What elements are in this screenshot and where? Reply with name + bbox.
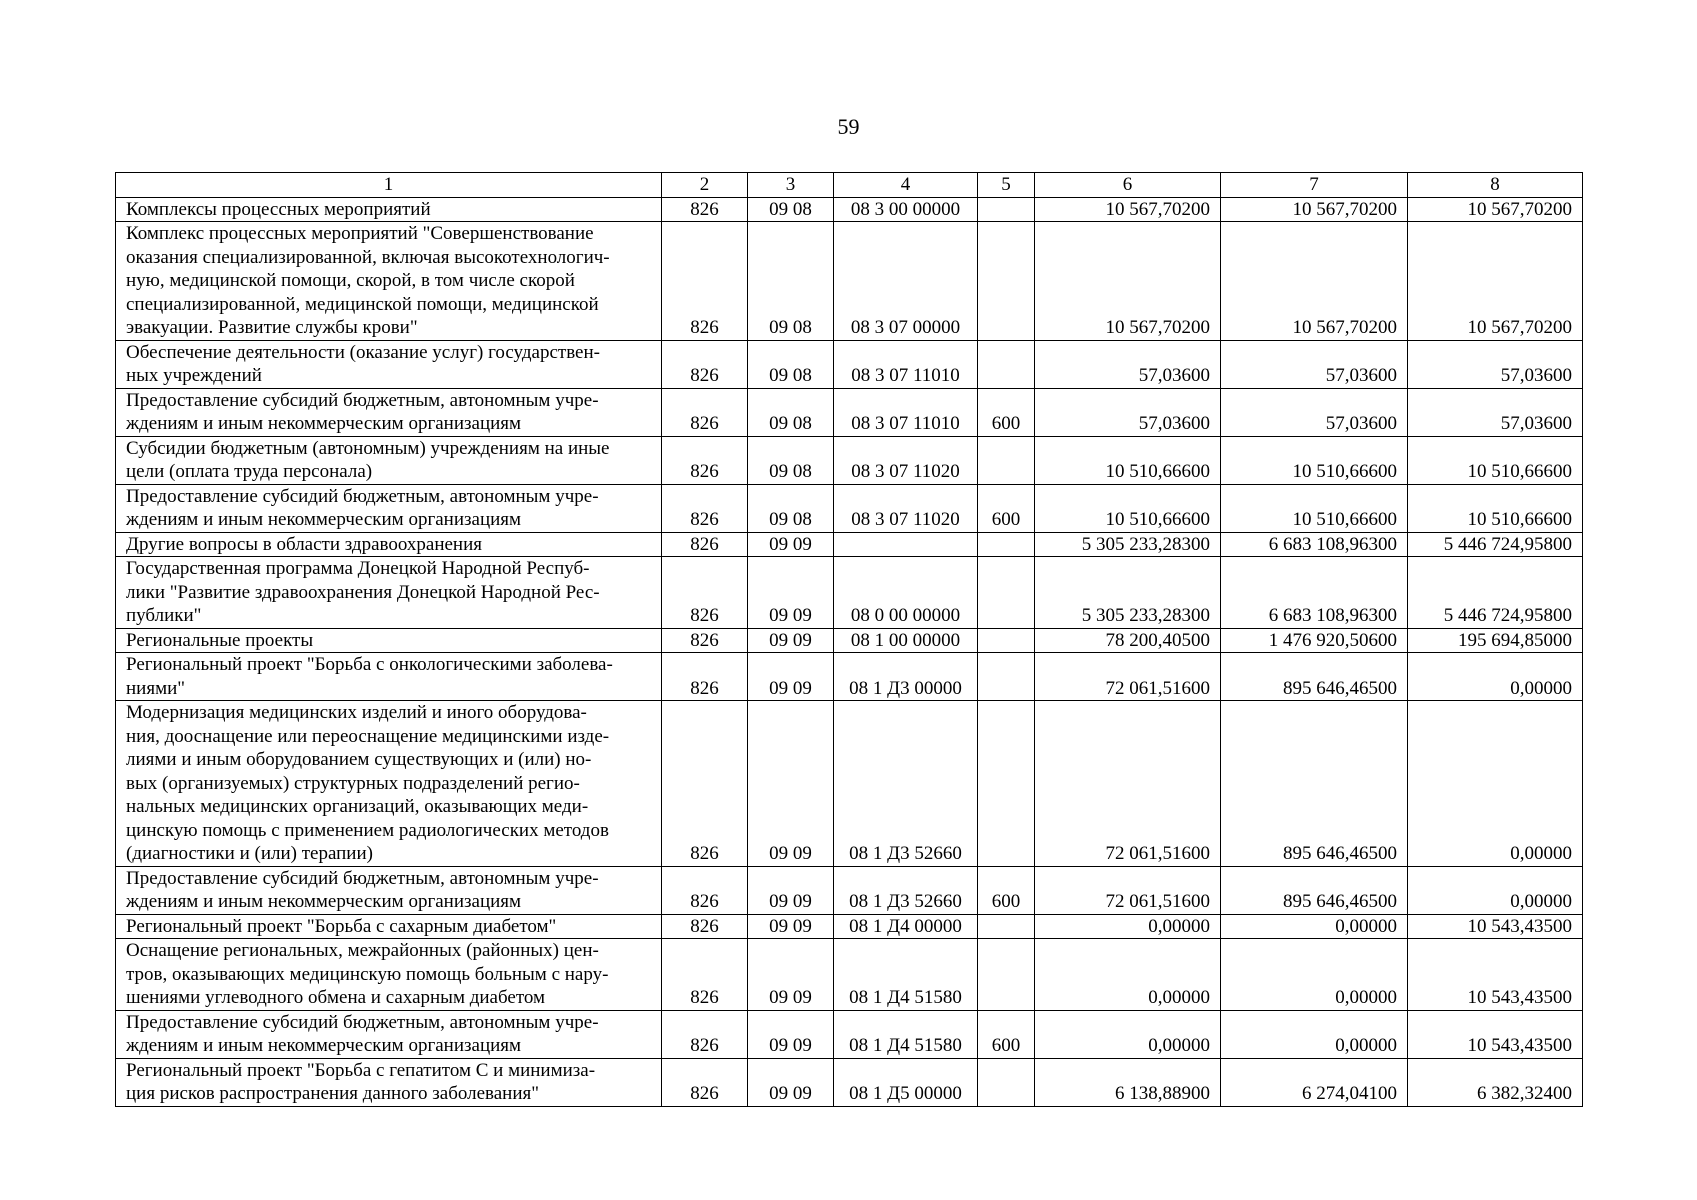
header-row	[116, 173, 1583, 198]
row-code-section: 09 09	[748, 914, 834, 939]
row-code-expense-type	[978, 222, 1035, 341]
row-amount-8: 5 446 724,95800	[1408, 532, 1583, 557]
row-code-ministry: 826	[662, 866, 748, 914]
row-amount-8: 10 510,66600	[1408, 436, 1583, 484]
row-code-expense-type	[978, 436, 1035, 484]
row-amount-8: 195 694,85000	[1408, 628, 1583, 653]
row-amount-6: 10 567,70200	[1035, 197, 1221, 222]
row-amount-6: 78 200,40500	[1035, 628, 1221, 653]
row-name: Оснащение региональных, межрайонных (районных) цен- тров, оказывающих медицинскую помощь больным с нару- шениями углеводного обмена и сахарным диабетом	[116, 939, 662, 1011]
row-amount-6: 57,03600	[1035, 340, 1221, 388]
row-name: Региональный проект "Борьба с сахарным диабетом"	[116, 914, 662, 939]
header-cell: 7	[1221, 173, 1408, 198]
row-amount-8: 0,00000	[1408, 701, 1583, 867]
row-name: Региональный проект "Борьба с онкологическими заболева- ниями"	[116, 653, 662, 701]
row-amount-7: 6 274,04100	[1221, 1058, 1408, 1106]
row-amount-6: 72 061,51600	[1035, 653, 1221, 701]
table-row	[116, 866, 1583, 914]
row-name: Предоставление субсидий бюджетным, автономным учре- ждениям и иным некоммерческим организациям	[116, 388, 662, 436]
row-amount-6: 6 138,88900	[1035, 1058, 1221, 1106]
header-cell: 4	[834, 173, 978, 198]
row-code-ministry: 826	[662, 484, 748, 532]
row-name: Обеспечение деятельности (оказание услуг) государствен- ных учреждений	[116, 340, 662, 388]
row-code-expense-type	[978, 939, 1035, 1011]
row-code-ministry: 826	[662, 653, 748, 701]
row-code-ministry: 826	[662, 1058, 748, 1106]
row-code-target: 08 1 Д3 00000	[834, 653, 978, 701]
row-code-ministry: 826	[662, 557, 748, 629]
row-amount-8: 57,03600	[1408, 340, 1583, 388]
row-code-expense-type	[978, 914, 1035, 939]
table-row	[116, 1010, 1583, 1058]
row-amount-7: 0,00000	[1221, 914, 1408, 939]
row-code-section: 09 09	[748, 1058, 834, 1106]
row-code-section: 09 08	[748, 340, 834, 388]
row-name: Региональные проекты	[116, 628, 662, 653]
row-amount-8: 10 543,43500	[1408, 914, 1583, 939]
row-code-section: 09 08	[748, 222, 834, 341]
row-amount-8: 10 510,66600	[1408, 484, 1583, 532]
row-name: Предоставление субсидий бюджетным, автономным учре- ждениям и иным некоммерческим организациям	[116, 484, 662, 532]
row-code-target: 08 3 07 11010	[834, 388, 978, 436]
row-amount-7: 10 567,70200	[1221, 222, 1408, 341]
row-code-expense-type	[978, 340, 1035, 388]
row-code-expense-type: 600	[978, 1010, 1035, 1058]
row-amount-6: 5 305 233,28300	[1035, 532, 1221, 557]
row-code-expense-type	[978, 653, 1035, 701]
row-amount-6: 10 510,66600	[1035, 436, 1221, 484]
row-amount-6: 57,03600	[1035, 388, 1221, 436]
row-code-section: 09 09	[748, 939, 834, 1011]
table-row	[116, 484, 1583, 532]
row-name: Модернизация медицинских изделий и иного оборудова- ния, дооснащение или переоснащение медицинскими изде- лиями и иным оборудованием существующих и (или) но- вых (организуемых) структурных подразделений регио- нальных медицинских организаций, оказывающих меди- цинскую помощь с применением радиологических методов (диагностики и (или) терапии)	[116, 701, 662, 867]
row-amount-7: 6 683 108,96300	[1221, 532, 1408, 557]
row-name: Субсидии бюджетным (автономным) учреждениям на иные цели (оплата труда персонала)	[116, 436, 662, 484]
row-amount-7: 1 476 920,50600	[1221, 628, 1408, 653]
row-amount-7: 895 646,46500	[1221, 701, 1408, 867]
row-code-ministry: 826	[662, 532, 748, 557]
table-row	[116, 340, 1583, 388]
row-amount-7: 57,03600	[1221, 388, 1408, 436]
row-amount-6: 10 567,70200	[1035, 222, 1221, 341]
row-code-target: 08 3 07 11020	[834, 484, 978, 532]
row-code-ministry: 826	[662, 388, 748, 436]
row-code-ministry: 826	[662, 939, 748, 1011]
row-code-section: 09 09	[748, 653, 834, 701]
row-code-expense-type	[978, 197, 1035, 222]
row-code-target: 08 1 00 00000	[834, 628, 978, 653]
table-row	[116, 436, 1583, 484]
row-amount-8: 6 382,32400	[1408, 1058, 1583, 1106]
row-code-section: 09 09	[748, 532, 834, 557]
row-code-ministry: 826	[662, 436, 748, 484]
row-name: Предоставление субсидий бюджетным, автономным учре- ждениям и иным некоммерческим организациям	[116, 866, 662, 914]
row-amount-8: 0,00000	[1408, 653, 1583, 701]
row-amount-8: 10 567,70200	[1408, 197, 1583, 222]
header-cell: 8	[1408, 173, 1583, 198]
row-amount-7: 10 510,66600	[1221, 436, 1408, 484]
row-code-expense-type	[978, 628, 1035, 653]
row-code-section: 09 08	[748, 436, 834, 484]
row-amount-7: 0,00000	[1221, 1010, 1408, 1058]
row-code-section: 09 09	[748, 866, 834, 914]
row-code-expense-type	[978, 701, 1035, 867]
row-name: Другие вопросы в области здравоохранения	[116, 532, 662, 557]
row-code-section: 09 09	[748, 1010, 834, 1058]
row-code-expense-type	[978, 557, 1035, 629]
row-code-target: 08 3 07 00000	[834, 222, 978, 341]
table-row	[116, 1058, 1583, 1106]
row-code-expense-type: 600	[978, 866, 1035, 914]
table-row	[116, 388, 1583, 436]
row-amount-8: 0,00000	[1408, 866, 1583, 914]
row-code-ministry: 826	[662, 628, 748, 653]
row-name: Региональный проект "Борьба с гепатитом С и минимиза- ция рисков распространения данного заболевания"	[116, 1058, 662, 1106]
header-cell: 6	[1035, 173, 1221, 198]
row-amount-7: 895 646,46500	[1221, 653, 1408, 701]
row-code-target: 08 1 Д3 52660	[834, 701, 978, 867]
row-amount-7: 895 646,46500	[1221, 866, 1408, 914]
row-amount-8: 5 446 724,95800	[1408, 557, 1583, 629]
row-code-expense-type: 600	[978, 484, 1035, 532]
row-code-ministry: 826	[662, 197, 748, 222]
table-row	[116, 628, 1583, 653]
row-amount-7: 10 510,66600	[1221, 484, 1408, 532]
header-cell: 5	[978, 173, 1035, 198]
table-row	[116, 914, 1583, 939]
row-amount-7: 10 567,70200	[1221, 197, 1408, 222]
row-code-target: 08 1 Д4 51580	[834, 939, 978, 1011]
row-code-target: 08 0 00 00000	[834, 557, 978, 629]
row-amount-7: 57,03600	[1221, 340, 1408, 388]
header-cell: 2	[662, 173, 748, 198]
row-code-ministry: 826	[662, 222, 748, 341]
table-row	[116, 653, 1583, 701]
row-amount-6: 0,00000	[1035, 914, 1221, 939]
row-code-target: 08 1 Д4 00000	[834, 914, 978, 939]
row-code-ministry: 826	[662, 1010, 748, 1058]
row-name: Комплексы процессных мероприятий	[116, 197, 662, 222]
row-amount-6: 0,00000	[1035, 1010, 1221, 1058]
row-code-ministry: 826	[662, 701, 748, 867]
row-amount-8: 57,03600	[1408, 388, 1583, 436]
header-cell: 3	[748, 173, 834, 198]
budget-table	[115, 172, 1583, 1107]
row-name: Предоставление субсидий бюджетным, автономным учре- ждениям и иным некоммерческим организациям	[116, 1010, 662, 1058]
row-amount-8: 10 543,43500	[1408, 1010, 1583, 1058]
row-amount-6: 5 305 233,28300	[1035, 557, 1221, 629]
table-row	[116, 532, 1583, 557]
row-amount-8: 10 543,43500	[1408, 939, 1583, 1011]
row-amount-7: 0,00000	[1221, 939, 1408, 1011]
table-row	[116, 557, 1583, 629]
header-cell: 1	[116, 173, 662, 198]
row-code-ministry: 826	[662, 340, 748, 388]
row-name: Государственная программа Донецкой Народной Респуб- лики "Развитие здравоохранения Донецкой Народной Рес- публики"	[116, 557, 662, 629]
row-code-section: 09 09	[748, 628, 834, 653]
row-code-target: 08 1 Д5 00000	[834, 1058, 978, 1106]
table-row	[116, 222, 1583, 341]
row-code-target: 08 3 00 00000	[834, 197, 978, 222]
row-name: Комплекс процессных мероприятий "Совершенствование оказания специализированной, включая высокотехнологич- ную, медицинской помощи, скорой, в том числе скорой специализированной, медицинской помощи, медицинской эвакуации. Развитие службы крови"	[116, 222, 662, 341]
row-amount-6: 72 061,51600	[1035, 701, 1221, 867]
row-code-target	[834, 532, 978, 557]
row-code-section: 09 08	[748, 388, 834, 436]
row-code-expense-type	[978, 532, 1035, 557]
row-code-target: 08 3 07 11010	[834, 340, 978, 388]
row-amount-7: 6 683 108,96300	[1221, 557, 1408, 629]
row-amount-6: 72 061,51600	[1035, 866, 1221, 914]
row-code-section: 09 08	[748, 197, 834, 222]
table-row	[116, 939, 1583, 1011]
row-amount-6: 0,00000	[1035, 939, 1221, 1011]
row-amount-6: 10 510,66600	[1035, 484, 1221, 532]
row-code-target: 08 1 Д3 52660	[834, 866, 978, 914]
row-code-section: 09 08	[748, 484, 834, 532]
row-code-expense-type	[978, 1058, 1035, 1106]
page-number: 59	[837, 114, 860, 139]
table-row	[116, 197, 1583, 222]
row-code-section: 09 09	[748, 701, 834, 867]
row-code-ministry: 826	[662, 914, 748, 939]
row-code-target: 08 3 07 11020	[834, 436, 978, 484]
row-code-expense-type: 600	[978, 388, 1035, 436]
row-amount-8: 10 567,70200	[1408, 222, 1583, 341]
row-code-section: 09 09	[748, 557, 834, 629]
row-code-target: 08 1 Д4 51580	[834, 1010, 978, 1058]
table-row	[116, 701, 1583, 867]
